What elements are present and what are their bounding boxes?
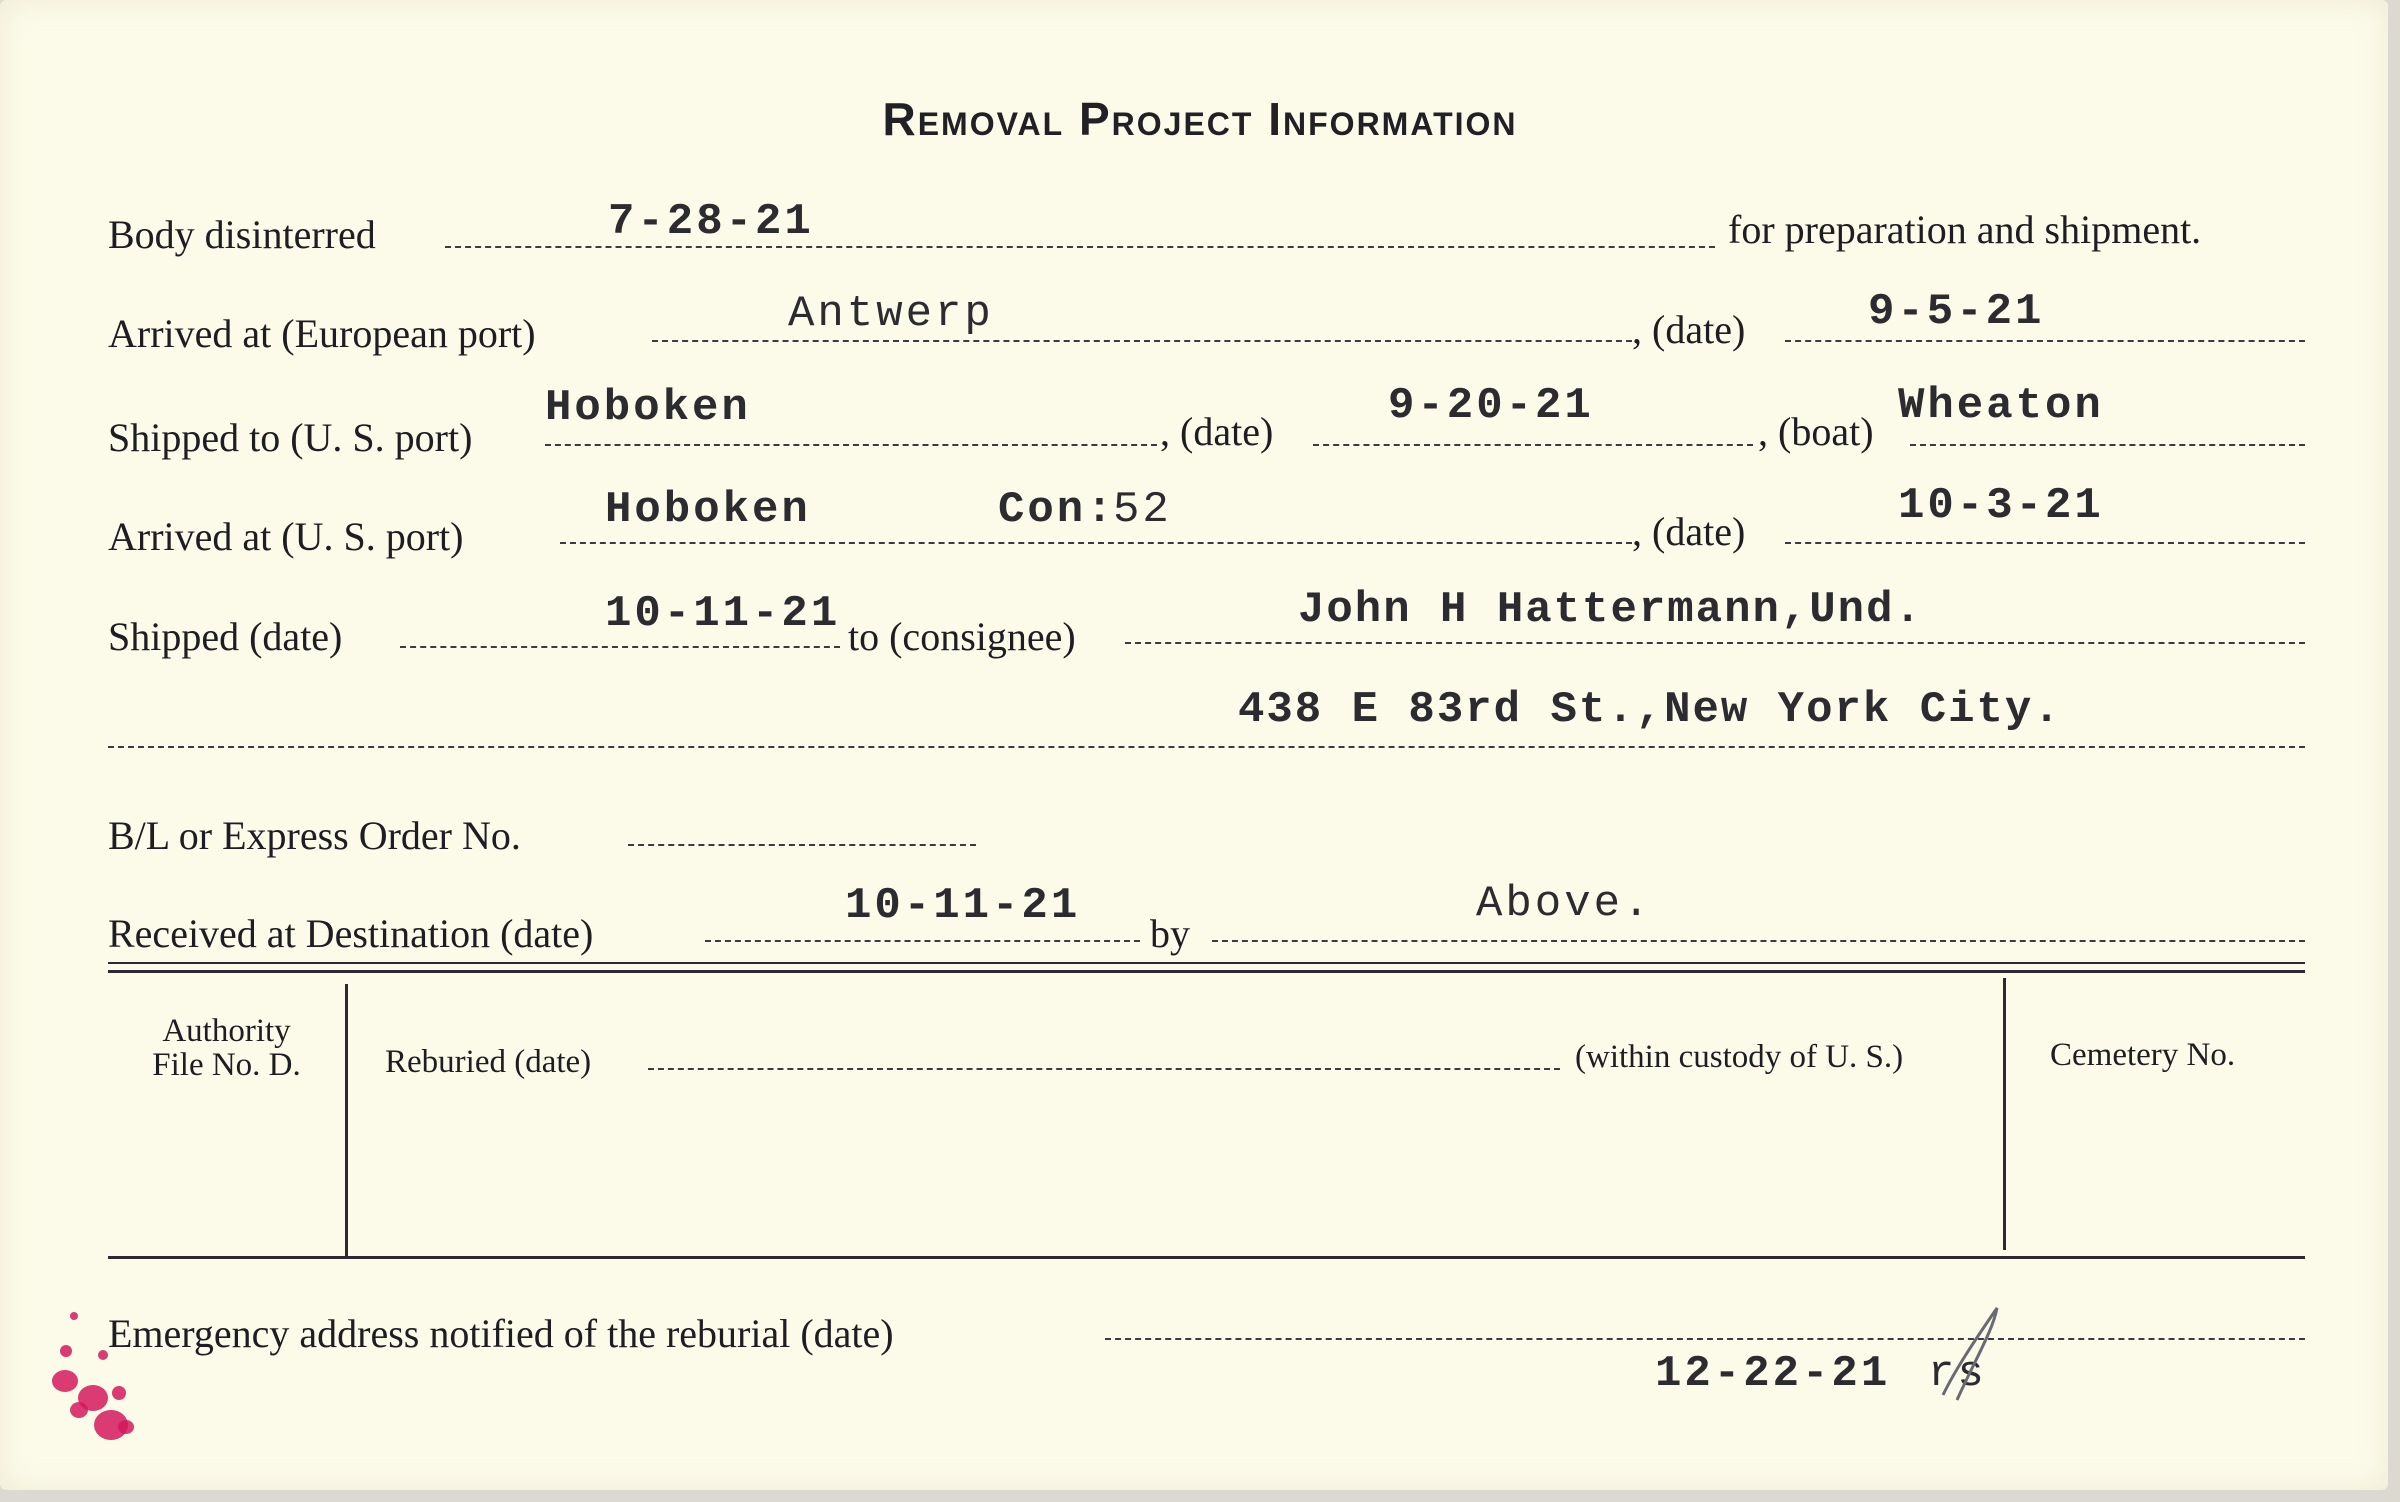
label-date: , (date) bbox=[1632, 307, 1746, 352]
label-cemetery-no: Cemetery No. bbox=[2050, 1037, 2236, 1073]
label-authority: Authority bbox=[162, 1013, 291, 1049]
value-us-ship-date: 9-20-21 bbox=[1388, 381, 1594, 431]
value-received-by: Above. bbox=[1476, 879, 1653, 929]
box-bottom-rule bbox=[108, 1256, 2305, 1259]
value-us-port-shipped: Hoboken bbox=[545, 383, 751, 433]
label-emergency: Emergency address notified of the reburial (date) bbox=[108, 1311, 894, 1356]
dotted-line bbox=[1105, 1338, 2305, 1340]
label-shipped-to-us: Shipped to (U. S. port) bbox=[108, 415, 473, 460]
value-consignee-address: 438 E 83rd St.,New York City. bbox=[1238, 685, 2062, 735]
label-arrived-us: Arrived at (U. S. port) bbox=[108, 514, 464, 559]
value-consignee: John H Hattermann,Und. bbox=[1298, 585, 1923, 635]
label-shipped-date: Shipped (date) bbox=[108, 614, 343, 659]
value-european-port: Antwerp bbox=[788, 289, 994, 339]
label-received-dest: Received at Destination (date) bbox=[108, 911, 594, 956]
value-con-label: Con: bbox=[998, 485, 1116, 535]
value-con-number: 52 bbox=[1113, 485, 1172, 535]
label-reburied: Reburied (date) bbox=[385, 1044, 592, 1080]
dotted-line bbox=[652, 340, 1632, 342]
label-file-no: File No. D. bbox=[152, 1047, 301, 1083]
dotted-line bbox=[1212, 940, 2305, 942]
value-boat: Wheaton bbox=[1898, 381, 2104, 431]
double-rule-bottom bbox=[108, 970, 2305, 973]
check-mark-icon bbox=[1935, 1300, 2015, 1410]
value-shipped-date: 10-11-21 bbox=[605, 589, 841, 639]
value-european-date: 9-5-21 bbox=[1868, 287, 2045, 337]
box-divider-right bbox=[2003, 978, 2006, 1250]
value-received-date: 10-11-21 bbox=[845, 881, 1081, 931]
value-disinterred-date: 7-28-21 bbox=[608, 197, 814, 247]
card-title: Removal Project Information bbox=[882, 93, 1518, 145]
dotted-line bbox=[1313, 444, 1753, 446]
label-date: , (date) bbox=[1632, 509, 1746, 554]
dotted-line bbox=[648, 1068, 1560, 1070]
dotted-line bbox=[1125, 642, 2305, 644]
label-for-preparation: for preparation and shipment. bbox=[1728, 207, 2202, 252]
value-emergency-date: 12-22-21 bbox=[1655, 1349, 1891, 1399]
dotted-line bbox=[560, 542, 1632, 544]
label-boat: , (boat) bbox=[1758, 409, 1874, 454]
label-body-disinterred: Body disinterred bbox=[108, 212, 376, 257]
label-date: , (date) bbox=[1160, 409, 1274, 454]
dotted-line bbox=[400, 646, 840, 648]
dotted-line bbox=[545, 444, 1157, 446]
box-divider-left bbox=[345, 984, 348, 1256]
label-to-consignee: to (consignee) bbox=[848, 614, 1076, 659]
dotted-line bbox=[1785, 542, 2305, 544]
label-bl-order: B/L or Express Order No. bbox=[108, 813, 521, 858]
label-within-custody: (within custody of U. S.) bbox=[1575, 1039, 1904, 1075]
value-us-arrival-date: 10-3-21 bbox=[1898, 481, 2104, 531]
label-by: by bbox=[1150, 911, 1190, 956]
value-us-port-arrived: Hoboken bbox=[605, 485, 811, 535]
dotted-line bbox=[628, 844, 976, 846]
label-arrived-european: Arrived at (European port) bbox=[108, 311, 536, 356]
value-initials: rs bbox=[1928, 1349, 1987, 1399]
dotted-line bbox=[1785, 340, 2305, 342]
dotted-line bbox=[108, 746, 2305, 748]
dotted-line bbox=[705, 940, 1140, 942]
double-rule-top bbox=[108, 962, 2305, 964]
dotted-line bbox=[1910, 444, 2305, 446]
